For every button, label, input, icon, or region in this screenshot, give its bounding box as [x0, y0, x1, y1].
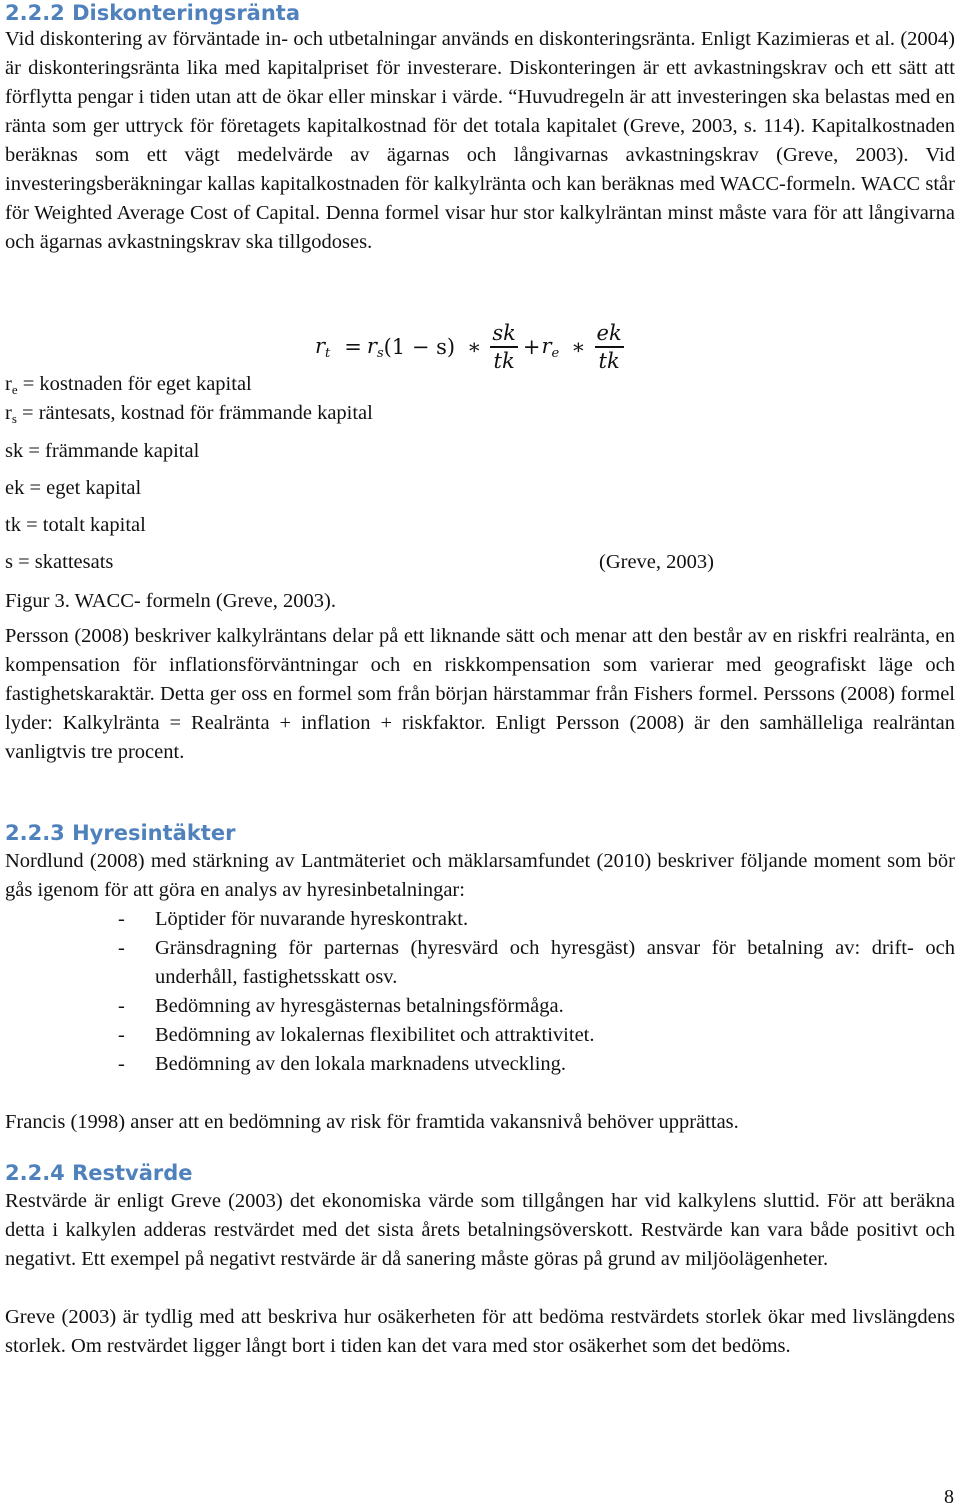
list-item: - Bedömning av lokalernas flexibilitet och attraktivitet. — [118, 1024, 595, 1046]
formula-rt: $r_t$ — [315, 333, 331, 361]
section-heading-hyresintakter: 2.2.3 Hyresintäkter — [5, 821, 236, 845]
paragraph-persson: Persson (2008) beskriver kalkylräntans delar på ett liknande sätt och menar att den består av en riskfri realränta, en kompensation för inflationsförväntningar och en riskkompensation som varierar med geografiskt läge och fastighetskaraktär. Detta ger oss en formel som från början härstammar från Fishers formel. Perssons (2008) formel lyder: Kalkylränta = Realränta + inflation + riskfaktor. Enligt Persson (2008) är den samhälleliga realräntan vanligtvis tre procent. — [5, 625, 955, 763]
list-item: - Löptider för nuvarande hyreskontrakt. — [118, 908, 469, 930]
formula-re: $r_e$ — [541, 333, 560, 361]
fraction-sk-tk: $\frac{sk}{tk}$ — [492, 321, 516, 373]
definition-rs: $r_s$ = räntesats, kostnad för främmande kapital — [5, 402, 373, 426]
section-heading-diskonteringsranta: 2.2.2 Diskonteringsränta — [5, 1, 301, 25]
definition-sk: sk = främmande kapital — [5, 440, 200, 462]
section-heading-restvarde: 2.2.4 Restvärde — [5, 1161, 193, 1185]
definition-re: $r_e$ = kostnaden för eget kapital — [5, 373, 252, 397]
definition-ek: ek = eget kapital — [5, 477, 142, 499]
formula-multiply-1: ∗ — [467, 335, 482, 359]
paragraph-restvarde-2: Greve (2003) är tydlig med att beskriva hur osäkerheten för att bedöma restvärdets storlek ökar med livslängdens storlek. Om restvärdet ligger långt bort i tiden kan det vara med stor osäkerhet som det bedöms. — [5, 1306, 955, 1357]
formula-multiply-2: ∗ — [571, 335, 586, 359]
formula-equals: = — [344, 335, 362, 359]
wacc-formula — [315, 316, 628, 378]
paragraph-diskontering: Vid diskontering av förväntade in- och utbetalningar används en diskonteringsränta. Enligt Kazimieras et al. (2004) är diskonteringsränta lika med kapitalpriset för investerare. Diskonteringen är ett avkastningskrav och ett sätt att förflytta pengar i tiden utan att de ökar eller minskar i värde. “Huvudregeln är att investeringen ska belastas med en ränta som ger uttryck för företagets kapitalkostnad för det totala kapitalet (Greve, 2003, s. 114). Kapitalkostnaden beräknas som ett vägt medelvärde av ägarnas och långivarnas avkastningskrav (Greve, 2003). Vid investeringsberäkningar kallas kapitalkostnaden för kalkylränta och kan beräknas med WACC-formeln. WACC står för Weighted Average Cost of Capital. Denna formel visar hur stor kalkylräntan minst måste vara för att långivarna och ägarnas avkastningskrav ska tillgodoses. — [5, 28, 955, 253]
list-item: - Bedömning av hyresgästernas betalningsförmåga. — [118, 995, 564, 1017]
formula-rs: $r_s$ — [366, 333, 384, 361]
definition-tk: tk = totalt kapital — [5, 514, 146, 536]
paragraph-restvarde-1: Restvärde är enligt Greve (2003) det ekonomiska värde som tillgången har vid kalkylens sluttid. För att beräkna detta i kalkylen adderas restvärdet med det sista årets betalningsöverskott. Restvärde kan vara både positivt och negativt. Ett exempel på negativt restvärde är då sanering måste göras på grund av miljöolägenheter. — [5, 1190, 955, 1270]
list-item: - Gränsdragning för parternas (hyresvärd och hyresgäst) ansvar för betalning av: drift- och underhåll, fastighetsskatt osv. — [118, 937, 955, 988]
formula-paren: (1 − s) — [383, 335, 456, 359]
formula-source: (Greve, 2003) — [599, 551, 714, 573]
list-item: - Bedömning av den lokala marknadens utveckling. — [118, 1053, 567, 1075]
paragraph-nordlund: Nordlund (2008) med stärkning av Lantmäteriet och mäklarsamfundet (2010) beskriver följande moment som bör gås igenom för att göra en analys av hyresinbetalningar: — [5, 850, 955, 901]
fraction-ek-tk: $\frac{ek}{tk}$ — [596, 321, 622, 373]
paragraph-francis: Francis (1998) anser att en bedömning av risk för framtida vakansnivå behöver upprättas. — [5, 1111, 739, 1133]
definition-s: s = skattesats — [5, 551, 114, 573]
hyres-list — [5, 905, 955, 1079]
page-number: 8 — [944, 1486, 954, 1508]
formula-plus: + — [522, 335, 541, 359]
figure-caption: Figur 3. WACC- formeln (Greve, 2003). — [5, 590, 336, 612]
